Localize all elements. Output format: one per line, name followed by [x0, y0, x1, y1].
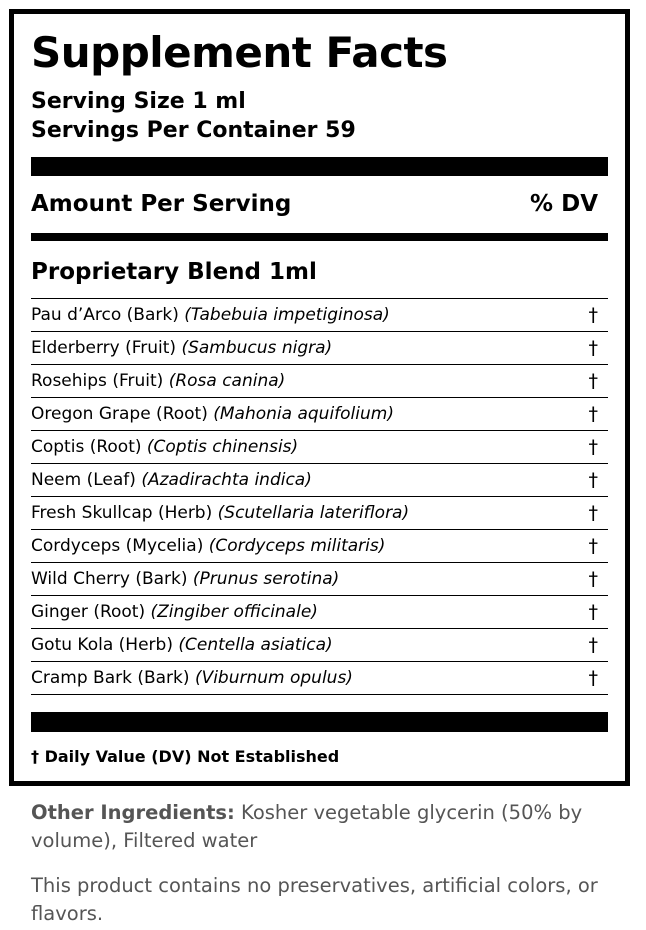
- blend-title: Proprietary Blend 1ml: [31, 259, 317, 285]
- panel-content: [31, 14, 608, 781]
- ingredient-list: [31, 298, 608, 695]
- ingredient-dv: †: [588, 469, 598, 491]
- ingredient-row: [31, 431, 608, 464]
- amount-per-serving-label: Amount Per Serving: [31, 191, 292, 217]
- ingredient-name: Coptis (Root): [31, 437, 142, 457]
- ingredient-latin-name: (Centella asiatica): [178, 635, 333, 655]
- ingredient-row: [31, 464, 608, 497]
- ingredient-name: Elderberry (Fruit): [31, 338, 177, 358]
- ingredient-row: [31, 530, 608, 563]
- ingredient-latin-name: (Sambucus nigra): [181, 338, 333, 358]
- ingredient-row: [31, 662, 608, 695]
- ingredient-dv: †: [588, 370, 598, 392]
- ingredient-dv: †: [588, 535, 598, 557]
- ingredient-latin-name: (Cordyceps militaris): [208, 536, 386, 556]
- ingredient-row: [31, 563, 608, 596]
- ingredient-row: [31, 398, 608, 431]
- thick-divider-bottom: [31, 712, 608, 732]
- ingredient-latin-name: (Scutellaria lateriflora): [217, 503, 410, 523]
- ingredient-latin-name: (Rosa canina): [168, 371, 286, 391]
- ingredient-latin-name: (Viburnum opulus): [194, 668, 353, 688]
- ingredient-row: [31, 332, 608, 365]
- ingredient-dv: †: [588, 436, 598, 458]
- ingredient-row: [31, 629, 608, 662]
- ingredient-latin-name: (Azadirachta indica): [141, 470, 312, 490]
- thick-divider-top: [31, 157, 608, 176]
- ingredient-name: Fresh Skullcap (Herb): [31, 503, 213, 523]
- panel-title: Supplement Facts: [31, 28, 448, 77]
- ingredient-name: Cramp Bark (Bark): [31, 668, 190, 688]
- ingredient-name: Neem (Leaf): [31, 470, 136, 490]
- ingredient-name: Gotu Kola (Herb): [31, 635, 173, 655]
- ingredient-latin-name: (Prunus serotina): [192, 569, 340, 589]
- ingredient-row: [31, 299, 608, 332]
- ingredient-name: Ginger (Root): [31, 602, 146, 622]
- ingredient-row: [31, 497, 608, 530]
- amount-per-serving-row: [31, 188, 608, 220]
- ingredient-latin-name: (Mahonia aquifolium): [213, 404, 394, 424]
- ingredient-dv: †: [588, 634, 598, 656]
- other-ingredients-label: Other Ingredients:: [31, 801, 235, 824]
- other-ingredients: [31, 799, 611, 855]
- ingredient-dv: †: [588, 403, 598, 425]
- ingredient-name: Wild Cherry (Bark): [31, 569, 188, 589]
- supplement-facts-panel: [9, 9, 630, 786]
- disclaimer-text: This product contains no preservatives, artificial colors, or flavors.: [31, 874, 598, 925]
- ingredient-dv: †: [588, 304, 598, 326]
- ingredient-name: Cordyceps (Mycelia): [31, 536, 204, 556]
- medium-divider: [31, 233, 608, 241]
- ingredient-dv: †: [588, 337, 598, 359]
- ingredient-latin-name: (Zingiber officinale): [150, 602, 318, 622]
- ingredient-dv: †: [588, 601, 598, 623]
- ingredient-name: Pau d’Arco (Bark): [31, 305, 179, 325]
- ingredient-dv: †: [588, 568, 598, 590]
- ingredient-row: [31, 365, 608, 398]
- ingredient-name: Rosehips (Fruit): [31, 371, 164, 391]
- ingredient-latin-name: (Tabebuia impetiginosa): [184, 305, 390, 325]
- dv-footnote: † Daily Value (DV) Not Established: [31, 747, 340, 766]
- dv-header: % DV: [530, 191, 598, 217]
- serving-size: Serving Size 1 ml: [31, 89, 246, 114]
- ingredient-name: Oregon Grape (Root): [31, 404, 208, 424]
- ingredient-dv: †: [588, 667, 598, 689]
- ingredient-dv: †: [588, 502, 598, 524]
- ingredient-latin-name: (Coptis chinensis): [146, 437, 299, 457]
- ingredient-row: [31, 596, 608, 629]
- servings-per-container: Servings Per Container 59: [31, 118, 356, 143]
- other-ingredients-text: Kosher vegetable glycerin (50% by volume), Filtered water: [31, 801, 583, 852]
